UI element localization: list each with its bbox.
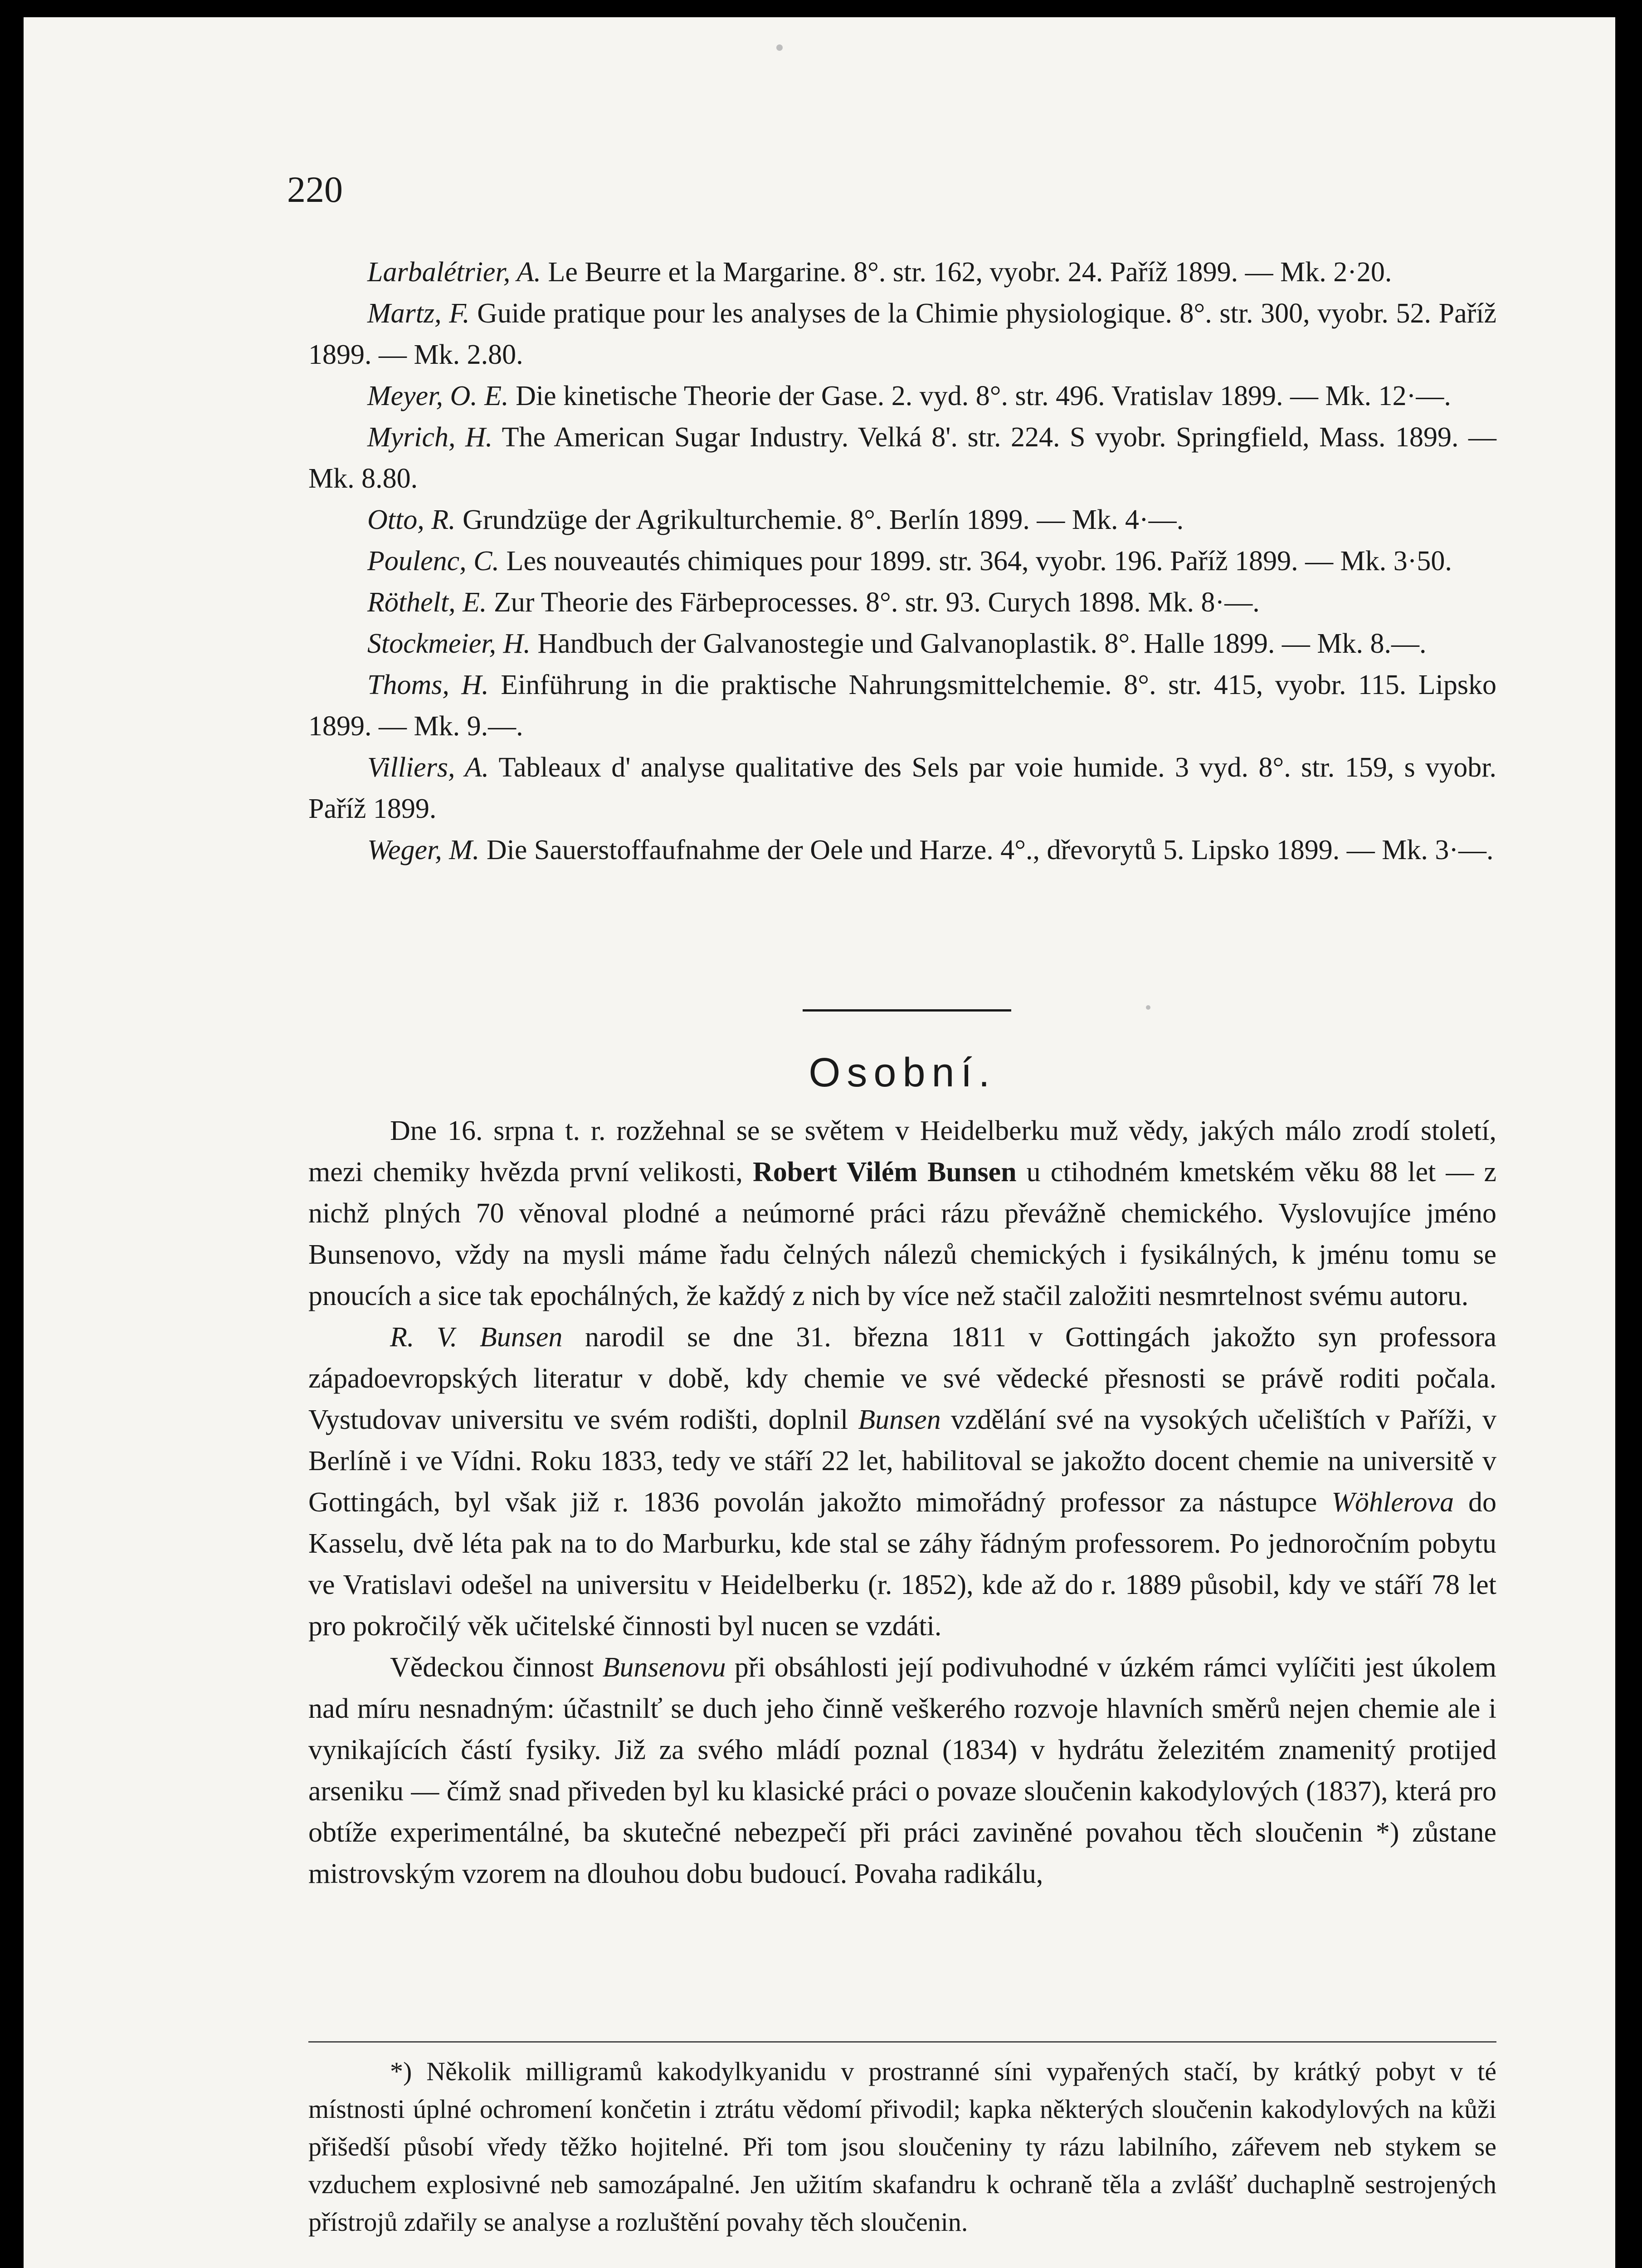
paragraph-text: vzdělání své na vysokých učelištích v Paříži, v Berlíně i ve Vídni. Roku 1833, tedy ve stáří 22 let, habilitoval se jakožto docent chemie na universitě v Gottingách, byl však již r. 1836 povolán jakožto mimořádný professor za nástupce: [308, 1404, 1496, 1518]
entry-text: Le Beurre et la Margarine. 8°. str. 162, vyobr. 24. Paříž 1899. — Mk. 2·20.: [541, 257, 1392, 288]
section-heading: Osobní.: [809, 1050, 996, 1095]
entry-text: Guide pratique pour les analyses de la Chimie physiologique. 8°. str. 300, vyobr. 52. Paříž 1899. — Mk. 2.80.: [308, 298, 1496, 370]
paragraph-text: u ctihodném kmetském věku 88 let — z nichž plných 70 věnoval plodné a neúmorné práci rázu převážně chemického. Vyslovujíce jméno Bunsenovo, vždy na mysli máme řadu čelných nálezů chemických i fysikálných, k jménu tomu se pnoucích a sice tak epochálných, že každý z nich by více než stačil založiti nesmrtelnost svému autoru.: [308, 1157, 1497, 1311]
entry-author: Weger, M.: [367, 835, 480, 865]
paragraph-text: narodil se dne 31. března 1811 v Gottingách jakožto syn professora západoevropských literatur v době, kdy chemie ve své vědecké přesnosti se právě roditi počala. Vystudovav universitu ve svém rodišti, doplnil: [308, 1322, 1496, 1435]
bibliography-entry: [308, 665, 1496, 747]
bibliography-entry: [308, 499, 1496, 541]
speck-mark: [776, 44, 783, 51]
bibliography-entry: [308, 623, 1496, 665]
bibliography-entry: [308, 582, 1496, 623]
entry-author: Martz, F.: [367, 298, 470, 329]
bibliography-list: [308, 252, 1496, 871]
entry-author: Stockmeier, H.: [367, 628, 531, 659]
footnote: *) Několik milligramů kakodylkyanidu v prostranné síni vypařených stačí, by krátký pobyt v té místnosti úplné ochromení končetin i ztrátu vědomí přivodil; kapka některých sloučenin kakodylových na kůži přišedší působí vředy těžko hojitelné. Při tom jsou sloučeniny ty rázu labilního, zářevem neb stykem se vzduchem explosivné neb samozápalné. Jen užitím skafandru k ochraně těla a zvlášť duchaplně sestrojených přístrojů zdařily se analyse a rozluštění povahy těch sloučenin.: [308, 2057, 1496, 2237]
page-number: 220: [287, 169, 343, 210]
entry-author: Röthelt, E.: [367, 587, 487, 618]
entry-text: Tableaux d' analyse qualitative des Sels par voie humide. 3 vyd. 8°. str. 159, s vyobr. Paříž 1899.: [308, 752, 1496, 824]
footnote-rule: [308, 2041, 1496, 2043]
entry-author: Poulenc, C.: [367, 546, 499, 577]
entry-author: Villiers, A.: [367, 752, 489, 783]
obituary-section: [308, 1039, 1496, 1895]
person-name: Bunsen: [858, 1404, 941, 1435]
paragraph-text: do Kasselu, dvě léta pak na to do Marburku, kde stal se záhy řádným professorem. Po jednoročním pobytu ve Vratislavi odešel na universitu v Heidelberku (r. 1852), kde až do r. 1889 působil, kdy ve stáří 78 let pro pokročilý věk učitelské činnosti byl nucen se vzdáti.: [308, 1487, 1496, 1642]
person-name: Bunsenovu: [602, 1652, 726, 1683]
paragraph-3: [308, 1647, 1496, 1895]
bibliography-entry: [308, 376, 1496, 417]
bibliography-entry: [308, 541, 1496, 582]
entry-text: Einführung in die praktische Nahrungsmittelchemie. 8°. str. 415, vyobr. 115. Lipsko 1899. — Mk. 9.—.: [308, 670, 1496, 742]
paragraph-text: Dne 16. srpna t. r. rozžehnal se se světem v Heidelberku muž vědy, jakých málo zrodí století, mezi chemiky hvězda první velikosti,: [308, 1115, 1496, 1188]
entry-text: The American Sugar Industry. Velká 8'. str. 224. S vyobr. Springfield, Mass. 1899. — Mk. 8.80.: [308, 422, 1496, 494]
speck-mark: [1146, 1005, 1150, 1010]
section-divider: [803, 1009, 1011, 1012]
bibliography-entry: [308, 293, 1496, 376]
person-name: R. V. Bunsen: [390, 1322, 563, 1353]
entry-text: Handbuch der Galvanostegie und Galvanoplastik. 8°. Halle 1899. — Mk. 8.—.: [530, 628, 1427, 659]
bibliography-entry: [308, 830, 1496, 871]
entry-author: Myrich, H.: [367, 422, 493, 453]
entry-text: Die Sauerstoffaufnahme der Oele und Harze. 4°., dřevorytů 5. Lipsko 1899. — Mk. 3·—.: [479, 835, 1494, 865]
bibliography-entry: [308, 417, 1496, 499]
paragraph-text: při obsáhlosti její podivuhodné v úzkém rámci vylíčiti jest úkolem nad míru nesnadným: účastnilť se duch jeho činně veškerého rozvoje hlavních směrů nejen chemie ale i vynikajících částí fysiky. Již za svého mládí poznal (1834) v hydrátu železitém znamenitý protijed arseniku — čímž snad přiveden byl ku klasické práci o povaze sloučenin kakodylových (1837), která pro obtíže experimentálné, ba skutečné nebezpečí při práci zaviněné povahou těch sloučenin *) zůstane mistrovským vzorem na dlouhou dobu budoucí. Povaha radikálu,: [308, 1652, 1496, 1889]
entry-author: Thoms, H.: [367, 670, 489, 700]
paragraph-1: [308, 1110, 1496, 1317]
entry-text: Die kinetische Theorie der Gase. 2. vyd. 8°. str. 496. Vratislav 1899. — Mk. 12·—.: [508, 381, 1451, 411]
paragraph-2: [308, 1317, 1496, 1647]
bibliography-entry: [308, 252, 1496, 293]
entry-text: Grundzüge der Agrikulturchemie. 8°. Berlín 1899. — Mk. 4·—.: [455, 504, 1184, 535]
person-name: Wöhlerova: [1331, 1487, 1454, 1518]
bibliography-entry: [308, 747, 1496, 830]
entry-author: Otto, R.: [367, 504, 456, 535]
entry-text: Zur Theorie des Färbeprocesses. 8°. str. 93. Curych 1898. Mk. 8·—.: [487, 587, 1260, 618]
entry-text: Les nouveautés chimiques pour 1899. str. 364, vyobr. 196. Paříž 1899. — Mk. 3·50.: [499, 546, 1452, 577]
paragraph-text: Vědeckou činnost: [390, 1652, 603, 1683]
entry-author: Larbalétrier, A.: [367, 257, 541, 288]
entry-author: Meyer, O. E.: [367, 381, 509, 411]
person-name: Robert Vilém Bunsen: [753, 1157, 1017, 1188]
